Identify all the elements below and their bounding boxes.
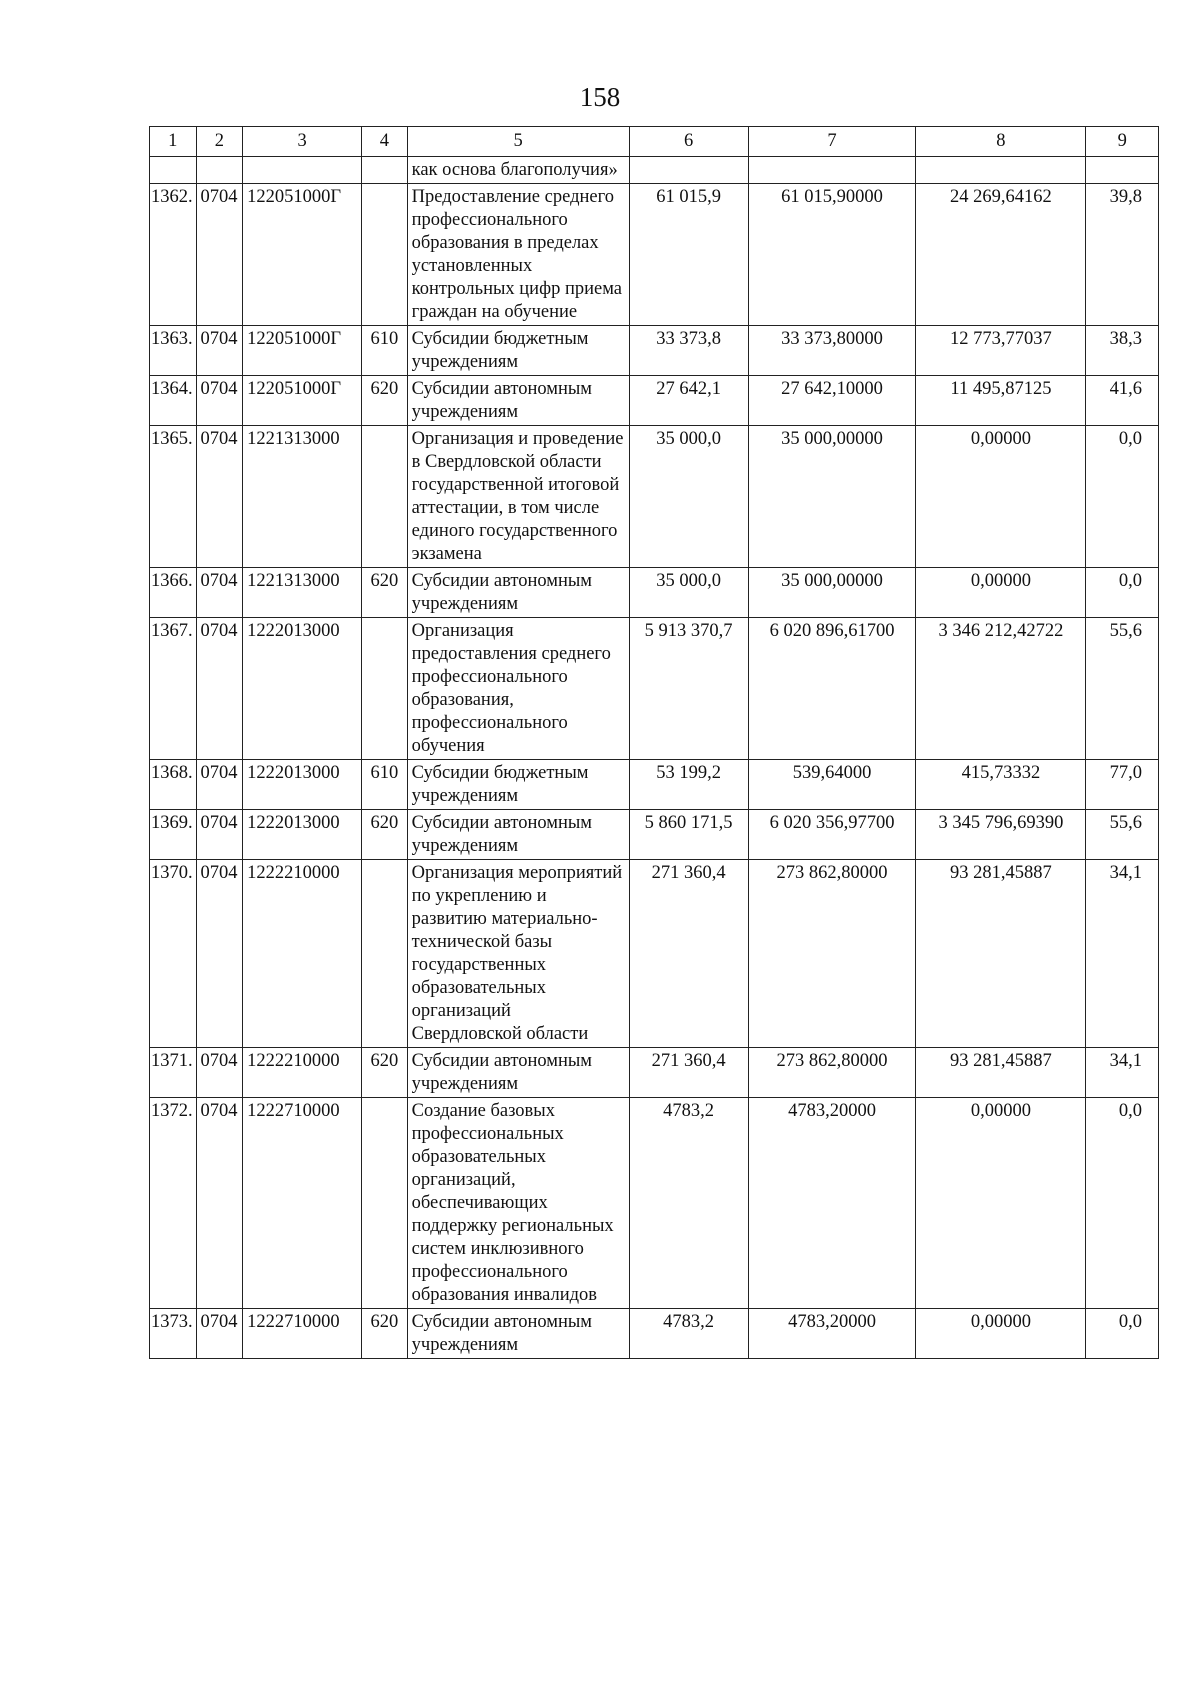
section-code-cell: 0704 xyxy=(196,618,243,760)
executed-amount-cell: 93 281,45887 xyxy=(916,1048,1086,1098)
execution-percent-cell: 77,0 xyxy=(1086,760,1159,810)
item-name-cell: Субсидии автономным учреждениям xyxy=(407,1309,629,1359)
column-header: 6 xyxy=(629,127,748,157)
row-number-cell: 1364. xyxy=(150,376,197,426)
item-name-cell: как основа благополучия» xyxy=(407,157,629,184)
target-article-cell: 1222013000 xyxy=(243,760,362,810)
approved-amount-cell: 273 862,80000 xyxy=(748,860,916,1048)
execution-percent-cell: 41,6 xyxy=(1086,376,1159,426)
row-number-cell: 1365. xyxy=(150,426,197,568)
item-name-cell: Субсидии автономным учреждениям xyxy=(407,1048,629,1098)
execution-percent-cell: 0,0 xyxy=(1086,1098,1159,1309)
executed-amount-cell xyxy=(916,157,1086,184)
expense-type-cell xyxy=(362,618,407,760)
section-code-cell: 0704 xyxy=(196,326,243,376)
execution-percent-cell: 0,0 xyxy=(1086,568,1159,618)
execution-percent-cell xyxy=(1086,157,1159,184)
column-header: 2 xyxy=(196,127,243,157)
row-number-cell: 1366. xyxy=(150,568,197,618)
target-article-cell xyxy=(243,157,362,184)
execution-percent-cell: 55,6 xyxy=(1086,810,1159,860)
table-header-row xyxy=(150,127,1159,157)
table-row xyxy=(150,860,1159,1048)
executed-amount-cell: 0,00000 xyxy=(916,1098,1086,1309)
expense-type-cell: 620 xyxy=(362,1048,407,1098)
row-number-cell: 1369. xyxy=(150,810,197,860)
approved-amount-cell: 35 000,00000 xyxy=(748,426,916,568)
section-code-cell: 0704 xyxy=(196,810,243,860)
planned-amount-cell: 35 000,0 xyxy=(629,568,748,618)
row-number-cell: 1373. xyxy=(150,1309,197,1359)
table-row xyxy=(150,810,1159,860)
table-row xyxy=(150,1048,1159,1098)
section-code-cell xyxy=(196,157,243,184)
row-number-cell: 1368. xyxy=(150,760,197,810)
approved-amount-cell: 61 015,90000 xyxy=(748,184,916,326)
section-code-cell: 0704 xyxy=(196,376,243,426)
item-name-cell: Организация предоставления среднего профессионального образования, профессионального обучения xyxy=(407,618,629,760)
planned-amount-cell: 4783,2 xyxy=(629,1309,748,1359)
target-article-cell: 122051000Г xyxy=(243,376,362,426)
planned-amount-cell: 27 642,1 xyxy=(629,376,748,426)
execution-percent-cell: 0,0 xyxy=(1086,426,1159,568)
row-number-cell: 1367. xyxy=(150,618,197,760)
table-row xyxy=(150,760,1159,810)
planned-amount-cell: 4783,2 xyxy=(629,1098,748,1309)
table-row xyxy=(150,426,1159,568)
planned-amount-cell: 5 913 370,7 xyxy=(629,618,748,760)
planned-amount-cell: 33 373,8 xyxy=(629,326,748,376)
section-code-cell: 0704 xyxy=(196,184,243,326)
section-code-cell: 0704 xyxy=(196,568,243,618)
executed-amount-cell: 11 495,87125 xyxy=(916,376,1086,426)
item-name-cell: Субсидии бюджетным учреждениям xyxy=(407,326,629,376)
approved-amount-cell: 6 020 356,97700 xyxy=(748,810,916,860)
item-name-cell: Субсидии автономным учреждениям xyxy=(407,376,629,426)
section-code-cell: 0704 xyxy=(196,860,243,1048)
item-name-cell: Создание базовых профессиональных образовательных организаций, обеспечивающих поддержку региональных систем инклюзивного профессионального образования инвалидов xyxy=(407,1098,629,1309)
column-header: 7 xyxy=(748,127,916,157)
row-number-cell: 1370. xyxy=(150,860,197,1048)
expense-type-cell: 620 xyxy=(362,568,407,618)
planned-amount-cell: 5 860 171,5 xyxy=(629,810,748,860)
section-code-cell: 0704 xyxy=(196,1048,243,1098)
target-article-cell: 1222710000 xyxy=(243,1309,362,1359)
expense-type-cell xyxy=(362,860,407,1048)
target-article-cell: 1222710000 xyxy=(243,1098,362,1309)
table-row xyxy=(150,618,1159,760)
target-article-cell: 122051000Г xyxy=(243,326,362,376)
column-header: 4 xyxy=(362,127,407,157)
execution-percent-cell: 38,3 xyxy=(1086,326,1159,376)
item-name-cell: Субсидии автономным учреждениям xyxy=(407,810,629,860)
target-article-cell: 1222013000 xyxy=(243,618,362,760)
section-code-cell: 0704 xyxy=(196,760,243,810)
item-name-cell: Предоставление среднего профессионального образования в пределах установленных контрольных цифр приема граждан на обучение xyxy=(407,184,629,326)
row-number-cell: 1363. xyxy=(150,326,197,376)
expense-type-cell: 610 xyxy=(362,326,407,376)
table-row xyxy=(150,157,1159,184)
executed-amount-cell: 0,00000 xyxy=(916,568,1086,618)
approved-amount-cell: 273 862,80000 xyxy=(748,1048,916,1098)
item-name-cell: Организация мероприятий по укреплению и развитию материально-технической базы государственных образовательных организаций Свердловской области xyxy=(407,860,629,1048)
planned-amount-cell: 35 000,0 xyxy=(629,426,748,568)
executed-amount-cell: 93 281,45887 xyxy=(916,860,1086,1048)
section-code-cell: 0704 xyxy=(196,1309,243,1359)
target-article-cell: 1222210000 xyxy=(243,1048,362,1098)
expense-type-cell xyxy=(362,426,407,568)
executed-amount-cell: 12 773,77037 xyxy=(916,326,1086,376)
column-header: 5 xyxy=(407,127,629,157)
approved-amount-cell: 539,64000 xyxy=(748,760,916,810)
approved-amount-cell xyxy=(748,157,916,184)
row-number-cell: 1362. xyxy=(150,184,197,326)
table-row xyxy=(150,1098,1159,1309)
section-code-cell: 0704 xyxy=(196,426,243,568)
table-row xyxy=(150,376,1159,426)
item-name-cell: Организация и проведение в Свердловской области государственной итоговой аттестации, в том числе единого государственного экзамена xyxy=(407,426,629,568)
column-header: 8 xyxy=(916,127,1086,157)
expense-type-cell: 620 xyxy=(362,376,407,426)
approved-amount-cell: 4783,20000 xyxy=(748,1309,916,1359)
execution-percent-cell: 55,6 xyxy=(1086,618,1159,760)
row-number-cell: 1371. xyxy=(150,1048,197,1098)
section-code-cell: 0704 xyxy=(196,1098,243,1309)
target-article-cell: 122051000Г xyxy=(243,184,362,326)
table-row xyxy=(150,568,1159,618)
table-row xyxy=(150,326,1159,376)
approved-amount-cell: 33 373,80000 xyxy=(748,326,916,376)
executed-amount-cell: 415,73332 xyxy=(916,760,1086,810)
page-number: 158 xyxy=(579,82,621,112)
budget-table xyxy=(149,126,1159,1359)
approved-amount-cell: 35 000,00000 xyxy=(748,568,916,618)
row-number-cell: 1372. xyxy=(150,1098,197,1309)
execution-percent-cell: 0,0 xyxy=(1086,1309,1159,1359)
planned-amount-cell xyxy=(629,157,748,184)
planned-amount-cell: 271 360,4 xyxy=(629,860,748,1048)
expense-type-cell: 610 xyxy=(362,760,407,810)
expense-type-cell xyxy=(362,1098,407,1309)
target-article-cell: 1221313000 xyxy=(243,568,362,618)
expense-type-cell xyxy=(362,157,407,184)
column-header: 9 xyxy=(1086,127,1159,157)
executed-amount-cell: 3 345 796,69390 xyxy=(916,810,1086,860)
planned-amount-cell: 61 015,9 xyxy=(629,184,748,326)
expense-type-cell: 620 xyxy=(362,1309,407,1359)
execution-percent-cell: 34,1 xyxy=(1086,860,1159,1048)
execution-percent-cell: 34,1 xyxy=(1086,1048,1159,1098)
expense-type-cell: 620 xyxy=(362,810,407,860)
table-row xyxy=(150,184,1159,326)
target-article-cell: 1222210000 xyxy=(243,860,362,1048)
executed-amount-cell: 0,00000 xyxy=(916,1309,1086,1359)
table-row xyxy=(150,1309,1159,1359)
approved-amount-cell: 4783,20000 xyxy=(748,1098,916,1309)
item-name-cell: Субсидии бюджетным учреждениям xyxy=(407,760,629,810)
planned-amount-cell: 271 360,4 xyxy=(629,1048,748,1098)
executed-amount-cell: 0,00000 xyxy=(916,426,1086,568)
target-article-cell: 1221313000 xyxy=(243,426,362,568)
row-number-cell xyxy=(150,157,197,184)
executed-amount-cell: 3 346 212,42722 xyxy=(916,618,1086,760)
expense-type-cell xyxy=(362,184,407,326)
planned-amount-cell: 53 199,2 xyxy=(629,760,748,810)
column-header: 1 xyxy=(150,127,197,157)
executed-amount-cell: 24 269,64162 xyxy=(916,184,1086,326)
target-article-cell: 1222013000 xyxy=(243,810,362,860)
column-header: 3 xyxy=(243,127,362,157)
item-name-cell: Субсидии автономным учреждениям xyxy=(407,568,629,618)
execution-percent-cell: 39,8 xyxy=(1086,184,1159,326)
approved-amount-cell: 6 020 896,61700 xyxy=(748,618,916,760)
approved-amount-cell: 27 642,10000 xyxy=(748,376,916,426)
